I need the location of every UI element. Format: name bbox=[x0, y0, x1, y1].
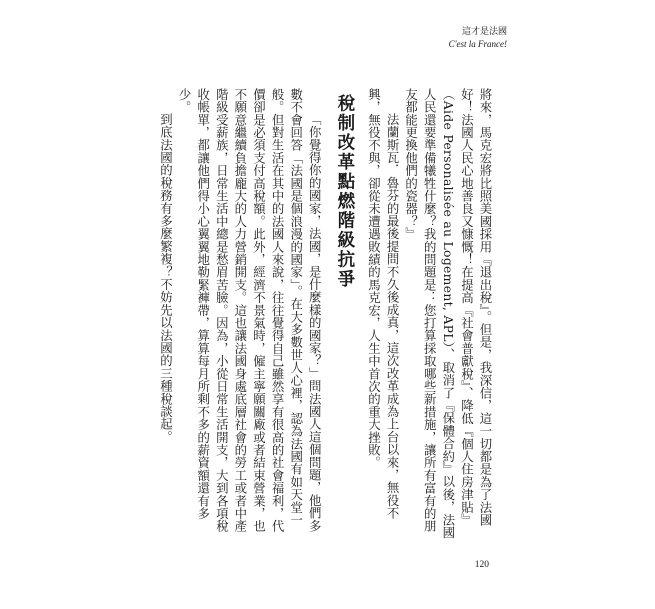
page-number: 120 bbox=[474, 560, 489, 570]
vertical-body-text bbox=[158, 88, 494, 543]
section-heading: 稅制改革點燃階級抗爭 bbox=[334, 94, 355, 289]
paragraph-ruffin: 法蘭斯瓦．魯芬的最後提問不久後成真，這次改革成為上台以來，無役不興，無役不與，卻從未遭遇敗績的馬克宏，人生中首次的重大挫敗。 bbox=[366, 88, 401, 520]
running-header bbox=[449, 26, 507, 50]
paragraph-quote-end: 將來，馬克宏將比照美國採用『退出稅』。但是，我深信，這一切都是為了法國好！法國人民心地善良又慷慨！在提高『社會普獻稅』、降低『個人住房津貼』（Aide Personalisée au Logement, APL）、取消了『保體合約』以後，法國人民還要準備犧牲什麼？我的問題是：您打算採取哪些新措施，讓所有富有的朋友都能更換他們的瓷器？』 bbox=[403, 88, 493, 539]
paragraph-three-taxes: 到底法國的稅務有多麼繁複？不妨先以法國的三種稅談起。 bbox=[158, 112, 174, 443]
paragraph-tax-burden: 「你覺得你的國家，法國，是什麼樣的國家？」問法國人這個問題，他們多數不會回答「法國是個浪漫的國家」。在大多數世人心裡，認為法國有如天堂一般。但對生活在其中的法國人來說，往往覺得自己雖然享有很高的社會福利，代價卻是必須支付高稅額。此外，經濟不景氣時，僱主寧願關廠或者結束營業，也不願意繼續負擔龐大的人力營銷開支。這也讓法國身處底層社會的勞工或者中產階級受薪族，日常生活中總是愁眉苦臉。因為，小從日常生活開支，大到各項稅收帳單，都讓他們得小心翼翼地勒緊褲帶，算算每月所剩不多的薪資額還有多少。 bbox=[177, 88, 323, 533]
chapter-title-zh: 這才是法國 bbox=[461, 27, 507, 37]
chapter-title-fr: C'est la France! bbox=[448, 39, 507, 49]
